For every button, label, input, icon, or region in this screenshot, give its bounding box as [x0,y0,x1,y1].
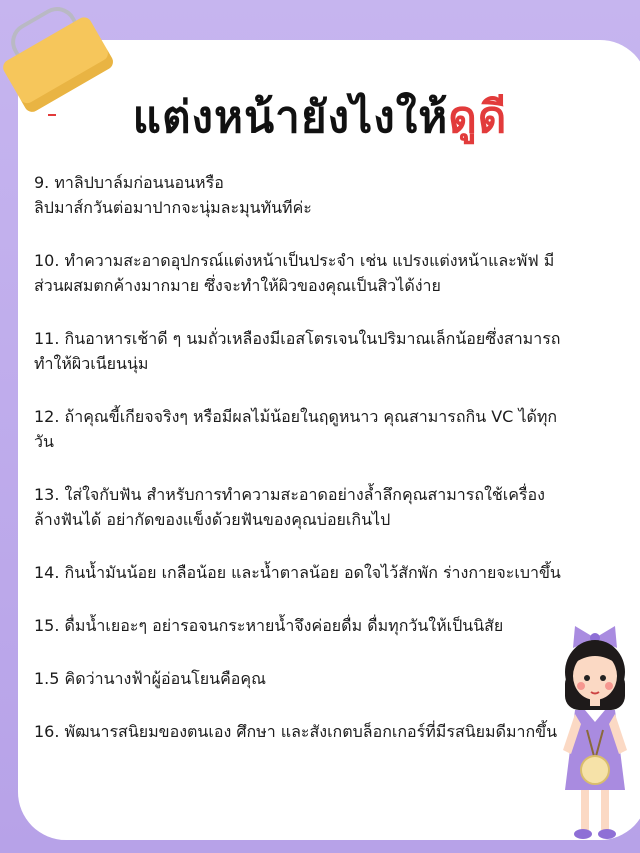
list-item [34,248,574,298]
list-item-line: 13. ใส่ใจกับฟัน สำหรับการทำความสะอาดอย่างล้ำลึกคุณสามารถใช้เครื่อง [34,485,545,504]
list-item-line: วัน [34,432,54,451]
list-item [34,404,574,454]
list-item [34,666,574,691]
list-item-line: ลิปมาส์กวันต่อมาปากจะนุ่มละมุนทันทีค่ะ [34,198,312,217]
list-item-line: 9. ทาลิปบาล์มก่อนนอนหรือ [34,173,224,192]
list-item-line: 10. ทำความสะอาดอุปกรณ์แต่งหน้าเป็นประจำ เช่น แปรงแต่งหน้าและพัฟ มี [34,251,555,270]
list-item-line: ล้างฟันได้ อย่ากัดของแข็งด้วยฟันของคุณบ่อยเกินไป [34,510,391,529]
list-item-line: 12. ถ้าคุณขี้เกียจจริงๆ หรือมีผลไม้น้อยในฤดูหนาว คุณสามารถกิน VC ได้ทุก [34,407,558,426]
list-item [34,170,574,220]
list-item [34,326,574,376]
list-item [34,719,574,744]
list-item-line: ส่วนผสมตกค้างมากมาย ซึ่งจะทำให้ผิวของคุณเป็นสิวได้ง่าย [34,276,441,295]
list-item-line: 14. กินน้ำมันน้อย เกลือน้อย และน้ำตาลน้อย อดใจไว้สักพัก ร่างกายจะเบาขึ้น [34,563,561,582]
page-title [0,88,640,148]
list-item [34,613,574,638]
list-item-line: ทำให้ผิวเนียนนุ่ม [34,354,149,373]
list-item [34,482,574,532]
list-item-line: 15. ดื่มน้ำเยอะๆ อย่ารอจนกระหายน้ำจึงค่อยดื่ม ดื่มทุกวันให้เป็นนิสัย [34,616,504,635]
title-main: แต่งหน้ายังไงให้ [132,92,449,143]
tips-list [34,170,574,772]
list-item [34,560,574,585]
list-item-line: 16. พัฒนารสนิยมของตนเอง ศึกษา และสังเกตบล็อกเกอร์ที่มีรสนิยมดีมากขึ้น [34,722,558,741]
list-item-line: 11. กินอาหารเช้าดี ๆ นมถั่วเหลืองมีเอสโตรเจนในปริมาณเล็กน้อยซึ่งสามารถ [34,329,561,348]
title-accent: ดูดี [448,92,508,143]
list-item-line: 1.5 คิดว่านางฟ้าผู้อ่อนโยนคือคุณ [34,669,266,688]
girl-illustration-icon [545,620,640,850]
